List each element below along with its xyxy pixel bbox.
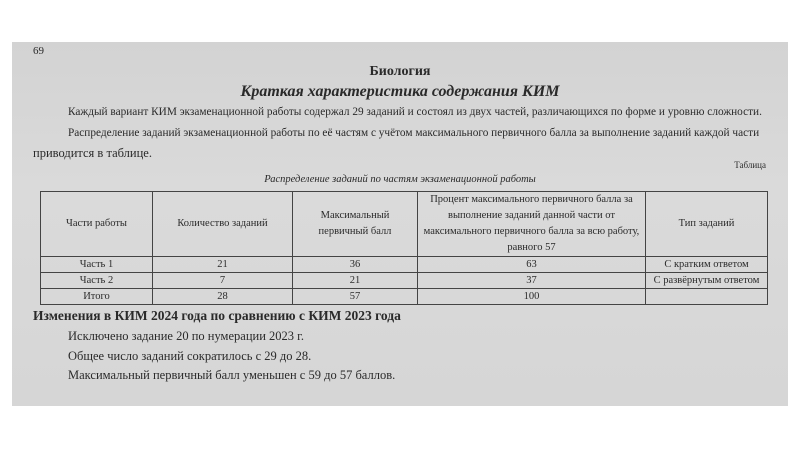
cell: 37: [418, 273, 646, 289]
header-cell: Процент максимального первичного балла за выполнение заданий данной части от максимального первичного балла за всю работу, равного 57: [418, 192, 646, 257]
table-header-row: [41, 192, 768, 257]
cell: С развёрнутым ответом: [646, 273, 768, 289]
header-cell: Количество заданий: [153, 192, 293, 257]
cell: 7: [153, 273, 293, 289]
table-row: [41, 257, 768, 273]
table-caption: Распределение заданий по частям экзаменационной работы: [264, 174, 536, 185]
paragraph: Распределение заданий экзаменационной работы по её частям с учётом максимального первичного балла за выполнение заданий каждой части: [68, 127, 760, 139]
cell: 28: [153, 289, 293, 305]
document-page: [12, 42, 788, 406]
change-item: Максимальный первичный балл уменьшен с 59 до 57 баллов.: [68, 368, 396, 382]
header-cell: Максимальный первичный балл: [293, 192, 418, 257]
table-row: [41, 273, 768, 289]
cell: С кратким ответом: [646, 257, 768, 273]
cell: Часть 2: [41, 273, 153, 289]
changes-heading: Изменения в КИМ 2024 года по сравнению с КИМ 2023 года: [33, 308, 401, 323]
cell: 57: [293, 289, 418, 305]
table-row: [41, 289, 768, 305]
header-cell: Тип заданий: [646, 192, 768, 257]
change-item: Общее число заданий сократилось с 29 до 28.: [68, 349, 312, 363]
section-subtitle: Краткая характеристика содержания КИМ: [240, 83, 560, 100]
page-number: 69: [33, 45, 44, 57]
cell: 21: [153, 257, 293, 273]
cell: Итого: [41, 289, 153, 305]
distribution-table: [40, 191, 768, 305]
cell: 21: [293, 273, 418, 289]
cell: 63: [418, 257, 646, 273]
cell: Часть 1: [41, 257, 153, 273]
paragraph: приводится в таблице.: [33, 146, 152, 160]
paragraph: Каждый вариант КИМ экзаменационной работы содержал 29 заданий и состоял из двух частей, различающихся по форме и уровню сложности.: [68, 106, 762, 118]
cell: 100: [418, 289, 646, 305]
change-item: Исключено задание 20 по нумерации 2023 г.: [68, 329, 304, 343]
header-cell: Части работы: [41, 192, 153, 257]
table-label: Таблица: [734, 160, 766, 170]
page-title: Биология: [369, 64, 431, 79]
cell: [646, 289, 768, 305]
cell: 36: [293, 257, 418, 273]
